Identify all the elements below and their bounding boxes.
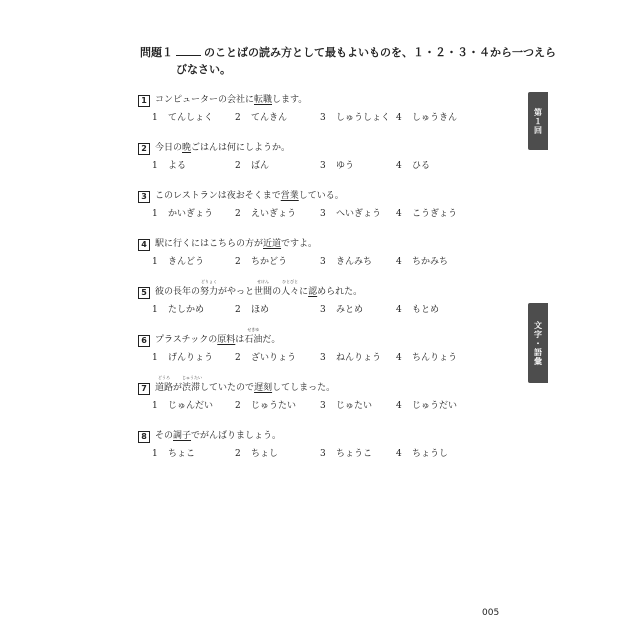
option-reading: きんどう — [168, 257, 205, 267]
question-item — [138, 94, 518, 134]
question-number-box: 2 — [138, 143, 150, 155]
option-number: 2 — [235, 305, 241, 315]
answer-options — [152, 159, 492, 173]
page-number: 005 — [482, 608, 500, 618]
option-reading: ちんりょう — [412, 353, 458, 363]
problem-label: 問題１ — [140, 46, 173, 59]
sentence-fragment: でがんばりましょう。 — [191, 431, 282, 441]
option-reading: げんりょう — [168, 353, 214, 363]
ruby-word — [182, 375, 203, 395]
question-number-box: 4 — [138, 239, 150, 251]
furigana: じゅうたい — [182, 375, 203, 380]
question-item — [138, 430, 518, 470]
answer-option[interactable] — [235, 159, 269, 173]
answer-option[interactable] — [152, 255, 204, 269]
target-word: 転職 — [254, 95, 273, 105]
option-number: 1 — [152, 449, 158, 459]
question-item — [138, 279, 518, 326]
ruby-base: 石油 — [244, 335, 263, 345]
target-word: 調子 — [173, 431, 192, 441]
answer-option[interactable] — [320, 111, 390, 125]
option-reading: ちかどう — [251, 257, 288, 267]
ruby-word — [155, 375, 174, 395]
ruby-word — [244, 327, 263, 347]
answer-options — [152, 447, 492, 461]
answer-options — [152, 303, 492, 317]
option-number: 1 — [152, 401, 158, 411]
option-reading: きんみち — [336, 257, 373, 267]
option-reading: かいぎょう — [168, 209, 214, 219]
option-reading: えいぎょう — [251, 209, 297, 219]
sentence-fragment: このレストランは夜おそくまで — [155, 191, 281, 201]
question-item — [138, 190, 518, 230]
option-number: 3 — [320, 161, 326, 171]
ruby-base: 道路 — [155, 383, 174, 393]
option-reading: しゅうきん — [412, 113, 458, 123]
answer-option[interactable] — [152, 111, 213, 125]
option-reading: よる — [168, 161, 187, 171]
option-reading: じゅたい — [336, 401, 373, 411]
answer-option[interactable] — [235, 447, 278, 461]
option-number: 4 — [396, 209, 402, 219]
answer-option[interactable] — [152, 447, 195, 461]
answer-option[interactable] — [152, 399, 213, 413]
sentence-fragment: します。 — [272, 95, 308, 105]
answer-option[interactable] — [235, 207, 296, 221]
sentence-fragment: 彼の長年の — [155, 287, 201, 297]
option-number: 4 — [396, 257, 402, 267]
answer-option[interactable] — [396, 351, 457, 365]
ruby-base: 渋滞 — [182, 383, 201, 393]
instruction-text-line1: のことばの読み方として最もよいものを、１・２・３・４から一つえら — [204, 46, 556, 59]
answer-options — [152, 351, 492, 365]
answer-option[interactable] — [320, 447, 372, 461]
answer-option[interactable] — [396, 399, 457, 413]
sentence-fragment: していたので — [200, 383, 255, 393]
option-reading: ばん — [251, 161, 270, 171]
sentence-fragment: められた。 — [317, 287, 363, 297]
furigana: せけん — [257, 279, 270, 284]
answer-option[interactable] — [396, 111, 457, 125]
answer-option[interactable] — [320, 207, 381, 221]
sentence-fragment: は — [235, 335, 245, 345]
option-reading: ちょうこ — [336, 449, 373, 459]
option-number: 1 — [152, 257, 158, 267]
answer-option[interactable] — [320, 303, 363, 317]
option-reading: ざいりょう — [251, 353, 297, 363]
answer-option[interactable] — [235, 399, 296, 413]
option-number: 4 — [396, 401, 402, 411]
furigana: どうろ — [158, 375, 170, 380]
question-item — [138, 142, 518, 182]
option-number: 3 — [320, 305, 326, 315]
option-number: 2 — [235, 113, 241, 123]
sentence-fragment: プラスチックの — [155, 335, 218, 345]
question-sentence — [155, 375, 336, 395]
answer-option[interactable] — [396, 207, 457, 221]
answer-options — [152, 111, 492, 125]
option-number: 2 — [235, 353, 241, 363]
question-number-box: 3 — [138, 191, 150, 203]
target-word: 晩 — [182, 143, 192, 153]
sentence-fragment: している。 — [298, 191, 344, 201]
furigana: せきゆ — [247, 327, 260, 332]
target-word: 認 — [308, 287, 318, 297]
furigana: どりょく — [201, 279, 218, 284]
option-number: 2 — [235, 161, 241, 171]
answer-option[interactable] — [396, 159, 430, 173]
sentence-fragment: コンピューターの会社に — [155, 95, 255, 105]
option-reading: もとめ — [412, 305, 440, 315]
option-number: 4 — [396, 113, 402, 123]
side-tab-section: 文字・語彙 — [528, 303, 548, 383]
option-reading: てんきん — [251, 113, 288, 123]
answer-option[interactable] — [396, 447, 448, 461]
option-reading: ちかみち — [412, 257, 449, 267]
sentence-fragment: ですよ。 — [281, 239, 318, 249]
answer-option[interactable] — [152, 207, 213, 221]
ruby-base: 努力 — [200, 287, 219, 297]
option-reading: へいぎょう — [336, 209, 382, 219]
question-item — [138, 238, 518, 278]
answer-option[interactable] — [235, 303, 269, 317]
question-number-box: 7 — [138, 383, 150, 395]
option-number: 4 — [396, 305, 402, 315]
sentence-fragment: が — [173, 383, 183, 393]
option-number: 2 — [235, 449, 241, 459]
option-number: 3 — [320, 209, 326, 219]
question-sentence — [155, 279, 363, 299]
answer-option[interactable] — [235, 255, 287, 269]
question-number-box: 8 — [138, 431, 150, 443]
option-reading: ちょし — [251, 449, 279, 459]
option-number: 2 — [235, 257, 241, 267]
instruction-text-line2: びなさい。 — [176, 63, 231, 76]
sentence-fragment: がやっと — [218, 287, 255, 297]
option-number: 3 — [320, 449, 326, 459]
option-number: 1 — [152, 113, 158, 123]
instruction-underline-sample — [176, 55, 201, 56]
sentence-fragment: 駅に行くにはこちらの方が — [155, 239, 264, 249]
question-sentence — [155, 189, 344, 203]
answer-option[interactable] — [152, 351, 213, 365]
sentence-fragment: 今日の — [155, 143, 183, 153]
option-reading: ひる — [412, 161, 431, 171]
ruby-word — [254, 279, 273, 299]
option-number: 3 — [320, 113, 326, 123]
answer-options — [152, 207, 492, 221]
question-sentence — [155, 141, 290, 155]
answer-option[interactable] — [235, 111, 287, 125]
option-reading: ちょうし — [412, 449, 449, 459]
option-number: 1 — [152, 161, 158, 171]
option-reading: こうぎょう — [412, 209, 458, 219]
option-reading: ゆう — [336, 161, 355, 171]
ruby-base: 世間 — [254, 287, 273, 297]
option-number: 1 — [152, 209, 158, 219]
option-reading: みとめ — [336, 305, 364, 315]
option-reading: ちょこ — [168, 449, 196, 459]
option-reading: たしかめ — [168, 305, 205, 315]
question-number-box: 1 — [138, 95, 150, 107]
question-item — [138, 327, 518, 374]
answer-option[interactable] — [152, 303, 204, 317]
target-word: 近道 — [263, 239, 282, 249]
sentence-fragment: の — [272, 287, 282, 297]
question-sentence — [155, 237, 317, 251]
answer-option[interactable] — [396, 255, 448, 269]
question-number-box: 6 — [138, 335, 150, 347]
answer-option[interactable] — [152, 159, 186, 173]
question-sentence — [155, 429, 281, 443]
option-number: 3 — [320, 401, 326, 411]
option-reading: じゅうだい — [412, 401, 458, 411]
option-number: 3 — [320, 257, 326, 267]
question-item — [138, 375, 518, 422]
answer-option[interactable] — [320, 255, 372, 269]
answer-option[interactable] — [396, 303, 439, 317]
option-reading: ねんりょう — [336, 353, 382, 363]
option-number: 1 — [152, 353, 158, 363]
option-reading: てんしょく — [168, 113, 214, 123]
target-word: 遅刻 — [254, 383, 273, 393]
answer-options — [152, 255, 492, 269]
answer-options — [152, 399, 492, 413]
option-number: 2 — [235, 209, 241, 219]
target-word: 営業 — [280, 191, 299, 201]
answer-option[interactable] — [320, 159, 354, 173]
option-number: 4 — [396, 353, 402, 363]
option-number: 3 — [320, 353, 326, 363]
option-reading: ほめ — [251, 305, 270, 315]
option-number: 2 — [235, 401, 241, 411]
option-number: 1 — [152, 305, 158, 315]
ruby-word — [200, 279, 219, 299]
furigana: ひとびと — [282, 279, 299, 284]
sentence-fragment: ごはんは何にしようか。 — [191, 143, 291, 153]
sentence-fragment: だ。 — [262, 335, 281, 345]
option-reading: しゅうしょく — [336, 113, 391, 123]
ruby-word — [281, 279, 300, 299]
option-number: 4 — [396, 449, 402, 459]
sentence-fragment: その — [155, 431, 174, 441]
question-sentence — [155, 327, 281, 347]
option-number: 4 — [396, 161, 402, 171]
answer-option[interactable] — [235, 351, 296, 365]
answer-option[interactable] — [320, 351, 381, 365]
question-number-box: 5 — [138, 287, 150, 299]
answer-option[interactable] — [320, 399, 372, 413]
option-reading: じゅんだい — [168, 401, 214, 411]
sentence-fragment: してしまった。 — [272, 383, 336, 393]
question-sentence — [155, 93, 307, 107]
sentence-fragment: に — [299, 287, 309, 297]
target-word: 原料 — [217, 335, 236, 345]
option-reading: じゅうたい — [251, 401, 297, 411]
side-tab-round: 第１回 — [528, 92, 548, 150]
ruby-base: 人々 — [281, 287, 300, 297]
